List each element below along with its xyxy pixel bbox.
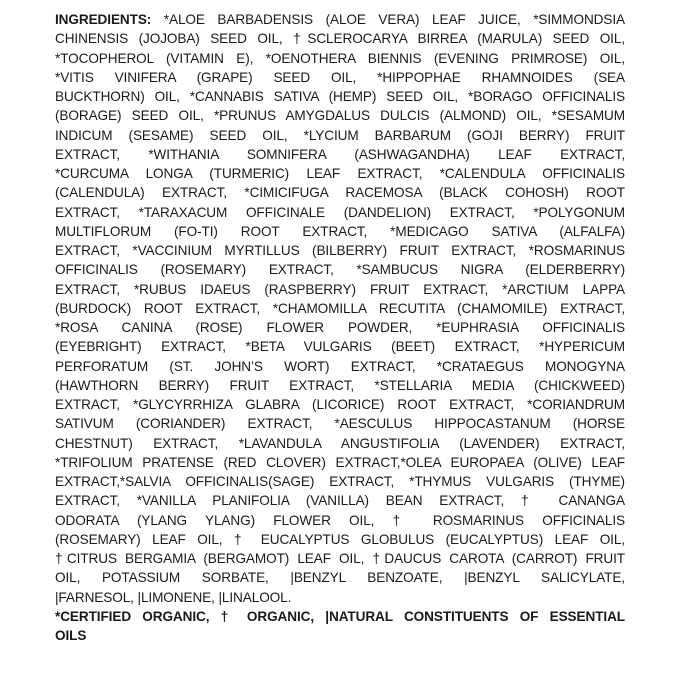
ingredients-line: OFFICINALIS (ROSEMARY) EXTRACT, *SAMBUCUS NIGRA (ELDERBERRY) (55, 262, 625, 278)
ingredients-line: (BURDOCK) ROOT EXTRACT, *CHAMOMILLA RECUTITA (CHAMOMILE) EXTRACT, (55, 300, 625, 316)
ingredients-line: INDICUM (SESAME) SEED OIL, *LYCIUM BARBARUM (GOJI BERRY) FRUIT (55, 127, 625, 143)
ingredients-line: *TOCOPHEROL (VITAMIN E), *OENOTHERA BIENNIS (EVENING PRIMROSE) OIL, (55, 50, 625, 66)
ingredients-line: *CURCUMA LONGA (TURMERIC) LEAF EXTRACT, *CALENDULA OFFICINALIS (55, 166, 625, 181)
ingredients-line: CHINENSIS (JOJOBA) SEED OIL, †SCLEROCARYA BIRREA (MARULA) SEED OIL, (55, 31, 625, 47)
ingredients-line: SATIVUM (CORIANDER) EXTRACT, *AESCULUS HIPPOCASTANUM (HORSE (55, 416, 625, 432)
ingredients-line: BUCKTHORN) OIL, *CANNABIS SATIVA (HEMP) SEED OIL, *BORAGO OFFICINALIS (55, 89, 625, 104)
ingredients-line: (EYEBRIGHT) EXTRACT, *BETA VULGARIS (BEET) EXTRACT, *HYPERICUM (55, 339, 625, 355)
footnote-line: *CERTIFIED ORGANIC, † ORGANIC, |NATURAL CONSTITUENTS OF ESSENTIAL (55, 608, 625, 624)
ingredients-line (55, 10, 625, 29)
ingredients-line: EXTRACT, *VANILLA PLANIFOLIA (VANILLA) BEAN EXTRACT, † CANANGA (55, 493, 625, 509)
ingredients-label (55, 10, 625, 645)
ingredients-line: ODORATA (YLANG YLANG) FLOWER OIL, † ROSMARINUS OFFICINALIS (55, 512, 625, 528)
ingredients-line: MULTIFLORUM (FO-TI) ROOT EXTRACT, *MEDICAGO SATIVA (ALFALFA) (55, 223, 625, 239)
ingredients-line: (ROSEMARY) LEAF OIL, † EUCALYPTUS GLOBULUS (EUCALYPTUS) LEAF OIL, (55, 531, 625, 547)
ingredients-line: (HAWTHORN BERRY) FRUIT EXTRACT, *STELLARIA MEDIA (CHICKWEED) (55, 377, 625, 393)
ingredients-line: EXTRACT, *WITHANIA SOMNIFERA (ASHWAGANDHA) LEAF EXTRACT, (55, 146, 625, 162)
ingredients-line: (CALENDULA) EXTRACT, *CIMICIFUGA RACEMOSA (BLACK COHOSH) ROOT (55, 185, 625, 201)
ingredients-line: EXTRACT, *VACCINIUM MYRTILLUS (BILBERRY) FRUIT EXTRACT, *ROSMARINUS (55, 243, 625, 258)
ingredients-line: EXTRACT, *TARAXACUM OFFICINALE (DANDELION) EXTRACT, *POLYGONUM (55, 204, 625, 220)
ingredients-line: *ROSA CANINA (ROSE) FLOWER POWDER, *EUPHRASIA OFFICINALIS (55, 320, 625, 335)
ingredients-line: EXTRACT, *RUBUS IDAEUS (RASPBERRY) FRUIT EXTRACT, *ARCTIUM LAPPA (55, 281, 625, 297)
ingredients-line: *TRIFOLIUM PRATENSE (RED CLOVER) EXTRACT,*OLEA EUROPAEA (OLIVE) LEAF (55, 454, 625, 470)
ingredients-line: (BORAGE) SEED OIL, *PRUNUS AMYGDALUS DULCIS (ALMOND) OIL, *SESAMUM (55, 108, 625, 124)
footnote-line: OILS (55, 628, 87, 643)
ingredients-line: EXTRACT,*SALVIA OFFICINALIS(SAGE) EXTRACT, *THYMUS VULGARIS (THYME) (55, 474, 625, 489)
ingredients-line: EXTRACT, *GLYCYRRHIZA GLABRA (LICORICE) ROOT EXTRACT, *CORIANDRUM (55, 397, 625, 412)
ingredients-line: *VITIS VINIFERA (GRAPE) SEED OIL, *HIPPOPHAE RHAMNOIDES (SEA (55, 69, 625, 85)
ingredients-line: OIL, POTASSIUM SORBATE, |BENZYL BENZOATE, |BENZYL SALICYLATE, (55, 570, 625, 586)
ingredients-line-text: *ALOE BARBADENSIS (ALOE VERA) LEAF JUICE, *SIMMONDSIA (163, 12, 625, 27)
ingredients-line: PERFORATUM (ST. JOHN’S WORT) EXTRACT, *CRATAEGUS MONOGYNA (55, 358, 625, 374)
ingredients-line: †CITRUS BERGAMIA (BERGAMOT) LEAF OIL, †DAUCUS CAROTA (CARROT) FRUIT (55, 551, 625, 566)
ingredients-line: |FARNESOL, |LIMONENE, |LINALOOL. (55, 589, 292, 605)
ingredients-line: CHESTNUT) EXTRACT, *LAVANDULA ANGUSTIFOLIA (LAVENDER) EXTRACT, (55, 435, 625, 451)
ingredients-heading: INGREDIENTS: (55, 12, 152, 27)
